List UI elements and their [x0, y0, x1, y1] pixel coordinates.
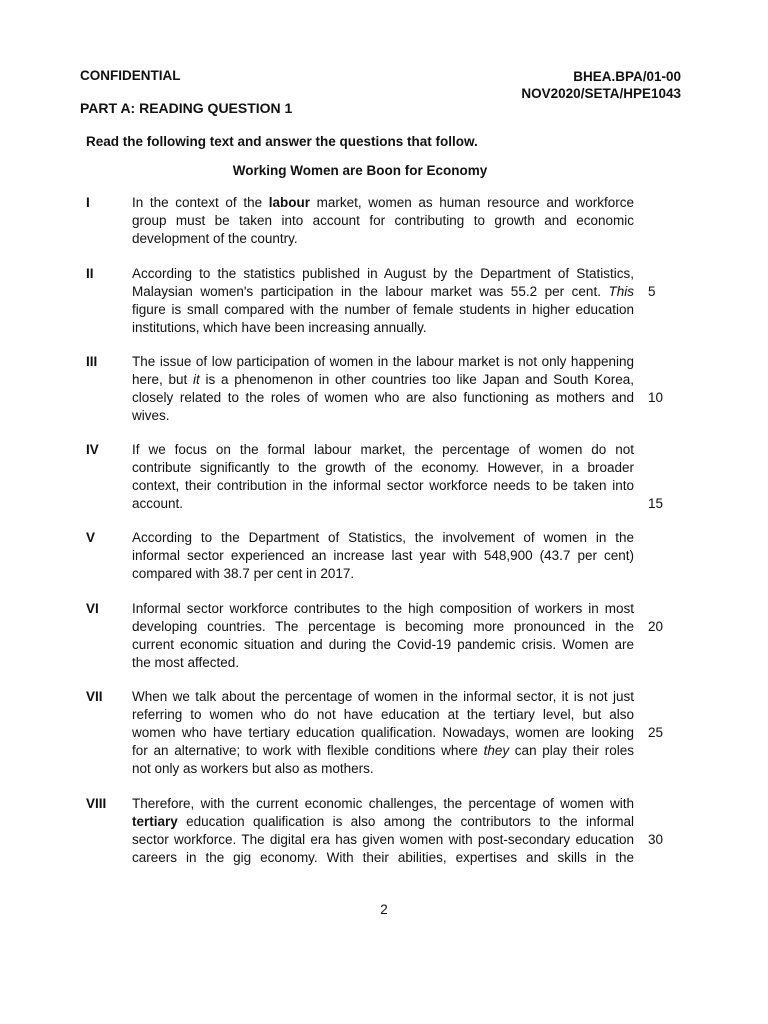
text-line: According to the statistics published in August by the Department of Statistics, — [132, 266, 634, 281]
paragraph-text — [132, 600, 634, 672]
text-line: tertiary education qualification is also among the contributors to the informal — [132, 814, 634, 829]
text-line: Malaysian women's participation in the labour market was 55.2 per cent. This — [132, 284, 634, 299]
text-line: context, their contribution in the informal sector workforce needs to be taken into — [132, 478, 634, 493]
paragraph-numeral: I — [86, 195, 90, 210]
paragraph-numeral: IV — [86, 442, 99, 457]
text-line: informal sector experienced an increase last year with 548,900 (43.7 per cent) — [132, 548, 634, 563]
paragraph-numeral: V — [86, 530, 96, 545]
article-title: Working Women are Boon for Economy — [232, 163, 488, 178]
line-number: 30 — [648, 832, 664, 847]
text-line: careers in the gig economy. With their abilities, expertises and skills in the — [132, 850, 634, 865]
paragraph-text — [132, 441, 634, 513]
paragraph-text — [132, 795, 634, 867]
text-line: figure is small compared with the number of female students in higher education — [132, 302, 634, 317]
text-line: sector workforce. The digital era has given women with post-secondary education — [132, 832, 634, 847]
text-line: wives. — [132, 408, 170, 423]
text-line: development of the country. — [132, 231, 298, 246]
line-number: 20 — [648, 619, 664, 634]
line-number: 10 — [648, 390, 664, 405]
document-code — [521, 68, 681, 102]
document-code-line2: NOV2020/SETA/HPE1043 — [521, 86, 681, 101]
text-line: account. — [132, 496, 184, 511]
line-number: 25 — [648, 725, 664, 740]
text-line: According to the Department of Statistics, the involvement of women in the — [132, 530, 634, 545]
line-number: 15 — [648, 496, 664, 511]
paragraph-text — [132, 194, 634, 248]
text-line: Therefore, with the current economic challenges, the percentage of women with — [132, 796, 634, 811]
confidential-label: CONFIDENTIAL — [80, 68, 181, 83]
text-line: The issue of low participation of women in the labour market is not only happening — [132, 354, 634, 369]
paragraph-numeral: VII — [86, 689, 103, 704]
paragraph-text — [132, 688, 634, 778]
text-line: referring to women who do not have education at the tertiary level, but also — [132, 707, 634, 722]
text-line: closely related to the roles of women who are also functioning as mothers and — [132, 390, 634, 405]
paragraph-numeral: III — [86, 354, 98, 369]
document-code-line1: BHEA.BPA/01-00 — [573, 69, 681, 84]
part-title: PART A: READING QUESTION 1 — [80, 100, 293, 116]
text-line: the most affected. — [132, 655, 240, 670]
text-line: current economic situation and during the Covid-19 pandemic crisis. Women are — [132, 637, 634, 652]
text-line: here, but it is a phenomenon in other countries too like Japan and South Korea, — [132, 372, 634, 387]
instruction-text: Read the following text and answer the questions that follow. — [86, 134, 478, 149]
paragraph-text — [132, 529, 634, 583]
text-line: for an alternative; to work with flexible conditions where they can play their roles — [132, 743, 634, 758]
text-line: women who have tertiary education qualification. Nowadays, women are looking — [132, 725, 634, 740]
text-line: If we focus on the formal labour market, the percentage of women do not — [132, 442, 634, 457]
text-line: group must be taken into account for contributing to growth and economic — [132, 213, 634, 228]
text-line: institutions, which have been increasing annually. — [132, 320, 427, 335]
text-line: In the context of the labour market, women as human resource and workforce — [132, 195, 634, 210]
paragraph-numeral: VI — [86, 601, 99, 616]
text-line: When we talk about the percentage of women in the informal sector, it is not just — [132, 689, 634, 704]
paragraph-numeral: VIII — [86, 796, 107, 811]
text-line: not only as workers but also as mothers. — [132, 761, 374, 776]
text-line: contribute significantly to the growth of the economy. However, in a broader — [132, 460, 634, 475]
paragraph-text — [132, 353, 634, 425]
line-number: 5 — [648, 284, 656, 299]
text-line: Informal sector workforce contributes to the high composition of workers in most — [132, 601, 634, 616]
page-number: 2 — [380, 902, 388, 917]
text-line: compared with 38.7 per cent in 2017. — [132, 566, 355, 581]
text-line: developing countries. The percentage is becoming more pronounced in the — [132, 619, 634, 634]
paragraph-text — [132, 265, 634, 337]
paragraph-numeral: II — [86, 266, 94, 281]
